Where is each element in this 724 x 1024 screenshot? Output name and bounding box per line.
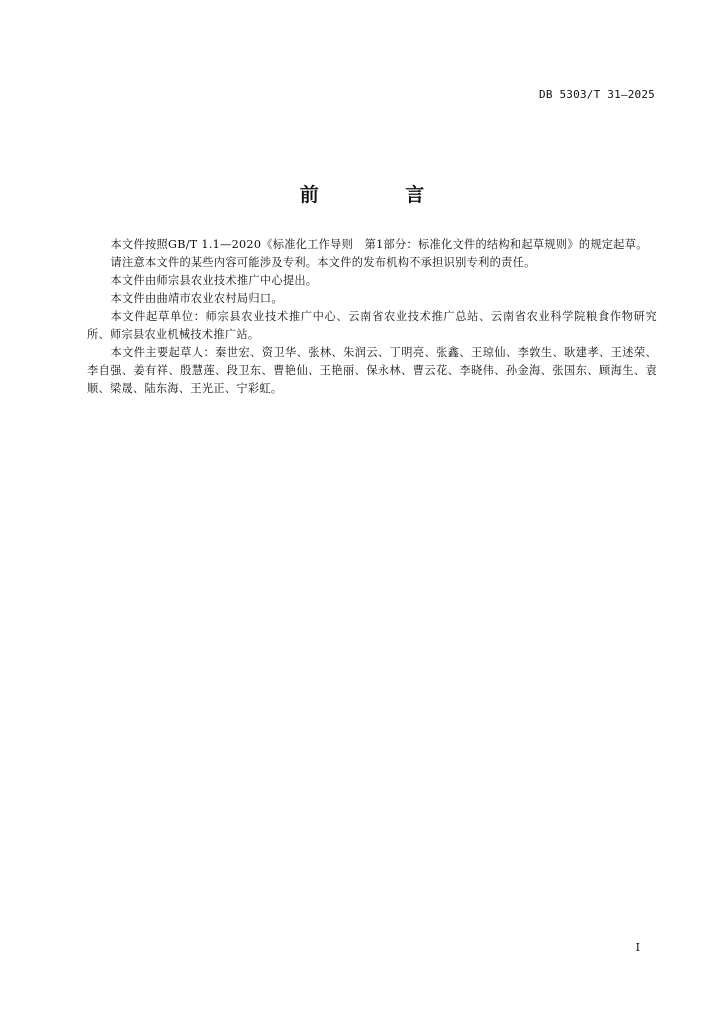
page-number: I [635, 941, 640, 954]
paragraph-patent-notice: 请注意本文件的某些内容可能涉及专利。本文件的发布机构不承担识别专利的责任。 [110, 256, 536, 269]
paragraph-drafters: 本文件主要起草人：秦世宏、资卫华、张林、朱润云、丁明亮、张鑫、王琼仙、李敦生、耿建孝、王述荣、李自强、姜有祥、殷慧莲、段卫东、曹艳仙、王艳丽、保永林、曹云花、李晓伟、孙金海、张国东、顾海生、袁顺、梁晟、陆东海、王光正、宁彩虹。 [87, 346, 657, 395]
paragraph-proposer: 本文件由师宗县农业技术推广中心提出。 [110, 274, 318, 287]
page-title: 前 言 [299, 184, 465, 206]
document-code: DB 5303/T 31—2025 [539, 88, 655, 101]
paragraph-centralized-unit: 本文件由曲靖市农业农村局归口。 [110, 292, 283, 305]
foreword-body [87, 236, 657, 398]
paragraph-drafting-rules: 本文件按照GB/T 1.1—2020《标准化工作导则 第1部分：标准化文件的结构和起草规则》的规定起草。 [110, 238, 648, 251]
paragraph-drafting-units: 本文件起草单位：师宗县农业技术推广中心、云南省农业技术推广总站、云南省农业科学院粮食作物研究所、师宗县农业机械技术推广站。 [87, 310, 657, 341]
